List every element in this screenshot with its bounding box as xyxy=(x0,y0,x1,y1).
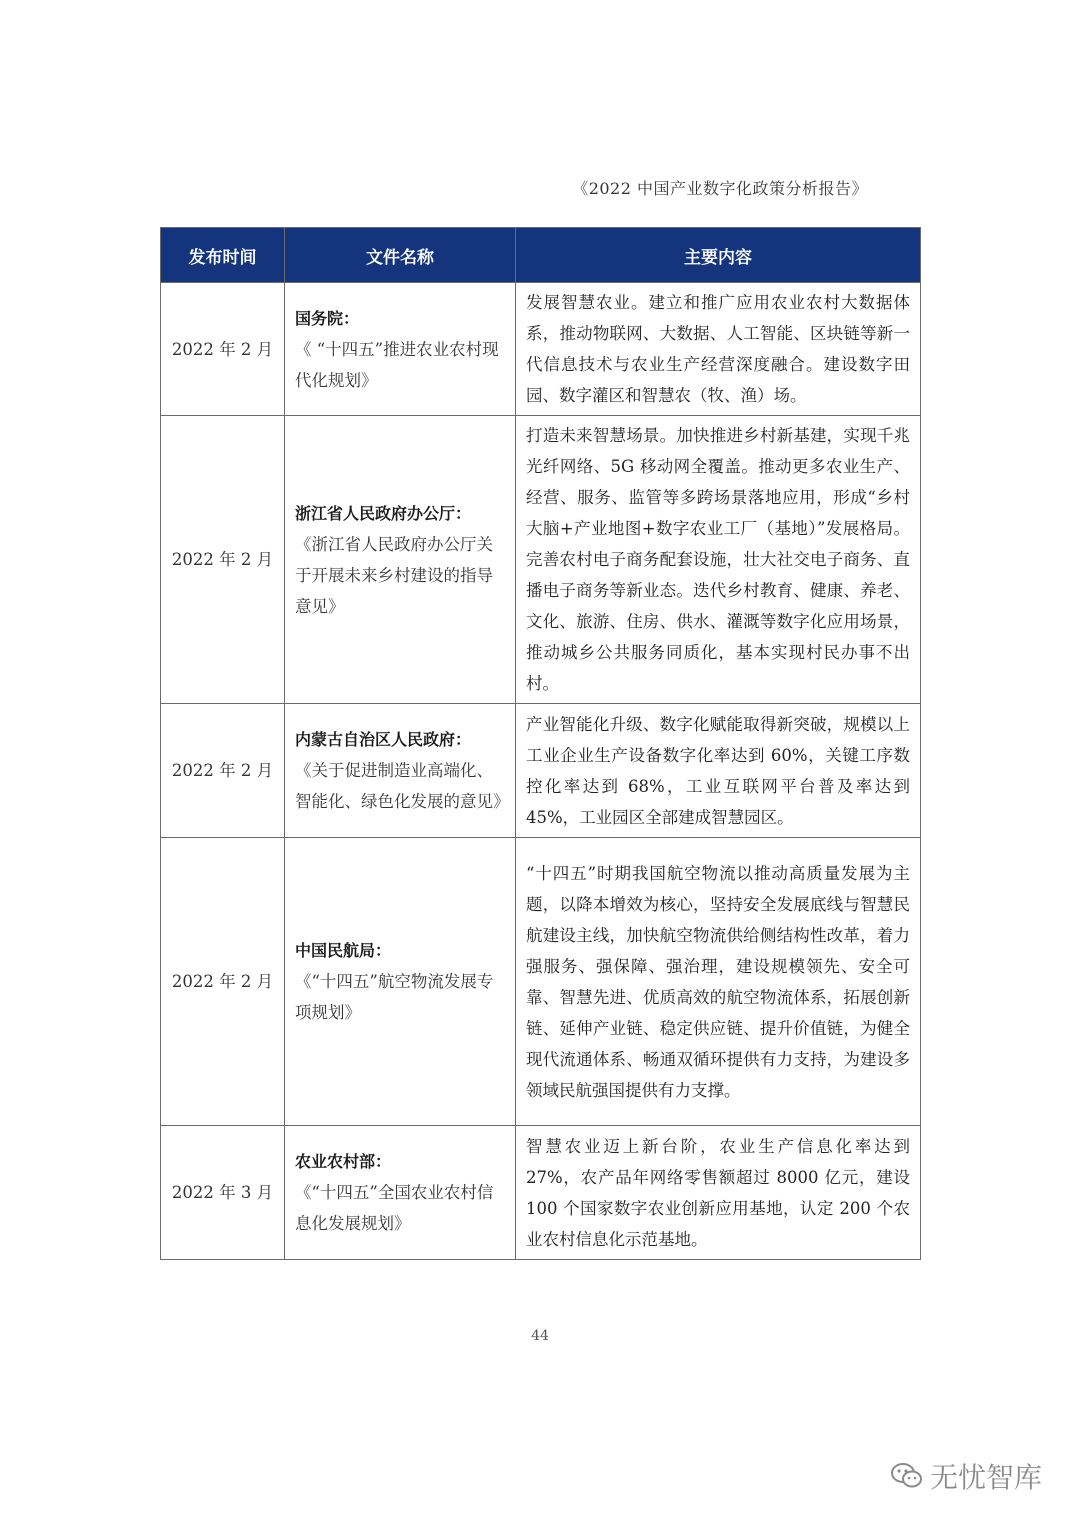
logo-text: 无忧智库 xyxy=(929,1461,1042,1494)
document-title: 《关于促进制造业高端化、智能化、绿色化发展的意见》 xyxy=(295,761,510,811)
document-title: 《“十四五”全国农业农村信息化发展规划》 xyxy=(295,1183,494,1233)
issuer-name: 中国民航局： xyxy=(295,941,392,960)
issuer-name: 国务院： xyxy=(295,308,360,328)
column-header-content: 主要内容 xyxy=(516,228,921,283)
column-header-document: 文件名称 xyxy=(285,228,516,283)
release-date: 2022 年 3 月 xyxy=(161,1126,285,1260)
issuer-name: 浙江省人民政府办公厅： xyxy=(295,503,472,523)
document-title: 《 “十四五”推进农业农村现代化规划》 xyxy=(295,339,499,390)
main-content: 智慧农业迈上新台阶，农业生产信息化率达到 27%，农产品年网络零售额超过 8000 亿元，建设 100 个国家数字农业创新应用基地，认定 200 个农业农村信息化示范基地。 xyxy=(516,1126,921,1260)
column-header-date: 发布时间 xyxy=(161,228,285,283)
issuer-name: 内蒙古自治区人民政府： xyxy=(295,730,472,749)
table-row xyxy=(161,283,921,416)
main-content: “十四五”时期我国航空物流以推动高质量发展为主题，以降本增效为核心，坚持安全发展底线与智慧民航建设主线，加快航空物流供给侧结构性改革，着力强服务、强保障、强治理，建设规模领先、安全可靠、智慧先进、优质高效的航空物流体系，拓展创新链、延伸产业链、稳定供应链、提升价值链，为健全现代流通体系、畅通双循环提供有力支持，为建设多领域民航强国提供有力支撑。 xyxy=(516,838,921,1126)
release-date: 2022 年 2 月 xyxy=(161,704,285,838)
document-title: 《浙江省人民政府办公厅关于开展未来乡村建设的指导意见》 xyxy=(295,534,493,616)
policy-table xyxy=(160,227,921,1260)
main-content: 产业智能化升级、数字化赋能取得新突破，规模以上工业企业生产设备数字化率达到 60%，关键工序数控化率达到 68%，工业互联网平台普及率达到 45%，工业园区全部建成智慧园区。 xyxy=(516,704,921,838)
table-row xyxy=(161,704,921,838)
source-logo xyxy=(890,1456,1042,1496)
table-row xyxy=(161,1126,921,1260)
document-cell xyxy=(285,704,516,838)
wechat-icon xyxy=(890,1461,924,1491)
running-header: 《2022 中国产业数字化政策分析报告》 xyxy=(572,179,868,198)
release-date: 2022 年 2 月 xyxy=(161,283,285,416)
main-content: 打造未来智慧场景。加快推进乡村新基建，实现千兆光纤网络、5G 移动网全覆盖。推动更多农业生产、经营、服务、监管等多跨场景落地应用，形成“乡村大脑+产业地图+数字农业工厂（基地）”发展格局。完善农村电子商务配套设施，壮大社交电子商务、直播电子商务等新业态。迭代乡村教育、健康、养老、文化、旅游、住房、供水、灌溉等数字化应用场景，推动城乡公共服务同质化，基本实现村民办事不出村。 xyxy=(516,416,921,704)
issuer-name: 农业农村部： xyxy=(295,1152,392,1171)
main-content: 发展智慧农业。建立和推广应用农业农村大数据体系，推动物联网、大数据、人工智能、区块链等新一代信息技术与农业生产经营深度融合。建设数字田园、数字灌区和智慧农（牧、渔）场。 xyxy=(516,283,921,416)
document-cell xyxy=(285,283,516,416)
release-date: 2022 年 2 月 xyxy=(161,416,285,704)
document-cell xyxy=(285,416,516,704)
document-cell xyxy=(285,1126,516,1260)
table-header-row xyxy=(161,228,921,283)
table-row xyxy=(161,416,921,704)
document-cell xyxy=(285,838,516,1126)
page-number: 44 xyxy=(531,1328,549,1344)
table-row xyxy=(161,838,921,1126)
release-date: 2022 年 2 月 xyxy=(161,838,285,1126)
document-title: 《“十四五”航空物流发展专项规划》 xyxy=(295,972,494,1022)
